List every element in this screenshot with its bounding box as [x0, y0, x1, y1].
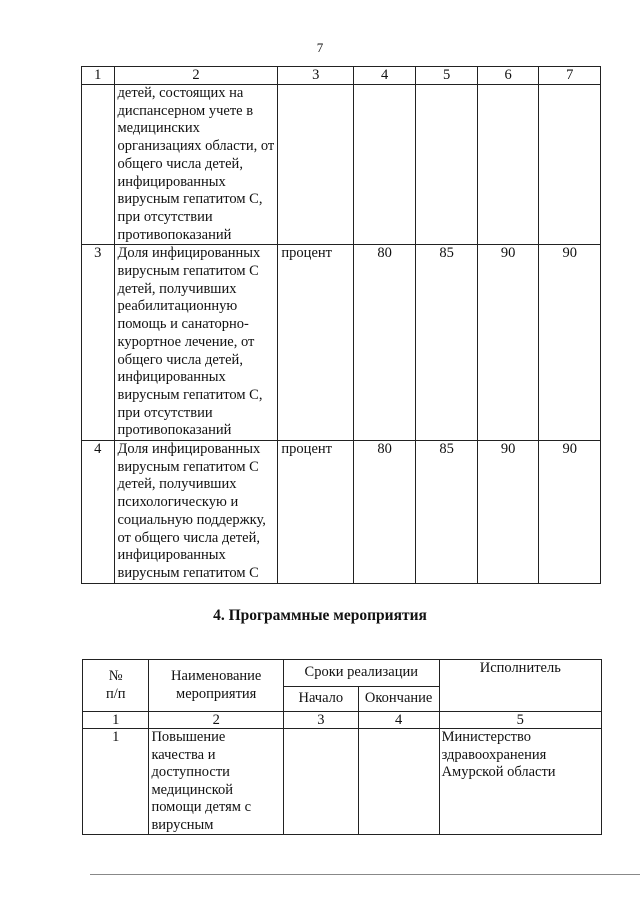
- program-activities-table: [82, 659, 602, 835]
- header-cell: 4: [353, 67, 415, 85]
- table-row: [82, 85, 601, 245]
- header-executor: Исполнитель: [439, 660, 601, 712]
- value-cell: 90: [477, 441, 539, 584]
- header-activity-name: Наименование мероприятия: [149, 660, 284, 712]
- start-cell: [283, 729, 358, 835]
- scan-edge-line: [90, 874, 640, 875]
- indicator-name: Доля инфицированных вирусным гепатитом С детей, получивших психологическую и социальную поддержку, от общего числа детей, инфицированных вирусным гепатитом С: [114, 441, 278, 584]
- row-number: 4: [82, 441, 115, 584]
- indicators-table: [81, 66, 601, 584]
- value-cell: 85: [416, 245, 478, 441]
- header-number: № п/п: [83, 660, 149, 712]
- row-number: 1: [83, 729, 149, 835]
- section-heading: 4. Программные мероприятия: [213, 607, 427, 624]
- table-row: [83, 729, 602, 835]
- unit-cell: [278, 85, 354, 245]
- value-cell: [477, 85, 539, 245]
- header-cell: 3: [278, 67, 354, 85]
- value-cell: 90: [539, 245, 601, 441]
- table-header-row: [83, 660, 602, 687]
- column-numbers-row: [83, 712, 602, 729]
- activity-name: Повышение качества и доступности медицинской помощи детям с вирусным: [149, 729, 284, 835]
- table-row: [82, 441, 601, 584]
- value-cell: 80: [353, 245, 415, 441]
- row-number: [82, 85, 115, 245]
- value-cell: [416, 85, 478, 245]
- column-number: 4: [358, 712, 439, 729]
- value-cell: 90: [539, 441, 601, 584]
- indicator-name: Доля инфицированных вирусным гепатитом С детей, получивших реабилитационную помощь и санаторно- курортное лечение, от общего числа детей, инфицированных вирусным гепатитом С, при отсутствии противопоказаний: [114, 245, 278, 441]
- value-cell: 80: [353, 441, 415, 584]
- header-cell: 2: [114, 67, 278, 85]
- page-bottom-margin: [0, 838, 640, 905]
- indicator-name: детей, состоящих на диспансерном учете в медицинских организациях области, от общего числа детей, инфицированных вирусным гепатитом С, при отсутствии противопоказаний: [114, 85, 278, 245]
- value-cell: 85: [416, 441, 478, 584]
- unit-cell: процент: [278, 441, 354, 584]
- column-number: 3: [283, 712, 358, 729]
- column-number: 5: [439, 712, 601, 729]
- header-cell: 7: [539, 67, 601, 85]
- value-cell: [539, 85, 601, 245]
- column-number: 2: [149, 712, 284, 729]
- page-number: 7: [316, 40, 324, 55]
- table-header-row: [82, 67, 601, 85]
- header-cell: 6: [477, 67, 539, 85]
- executor-cell: Министерство здравоохранения Амурской области: [439, 729, 601, 835]
- header-start: Начало: [283, 687, 358, 712]
- end-cell: [358, 729, 439, 835]
- header-cell: 1: [82, 67, 115, 85]
- header-cell: 5: [416, 67, 478, 85]
- row-number: 3: [82, 245, 115, 441]
- header-end: Окончание: [358, 687, 439, 712]
- table-row: [82, 245, 601, 441]
- unit-cell: процент: [278, 245, 354, 441]
- column-number: 1: [83, 712, 149, 729]
- value-cell: 90: [477, 245, 539, 441]
- header-terms: Сроки реализации: [283, 660, 439, 687]
- value-cell: [353, 85, 415, 245]
